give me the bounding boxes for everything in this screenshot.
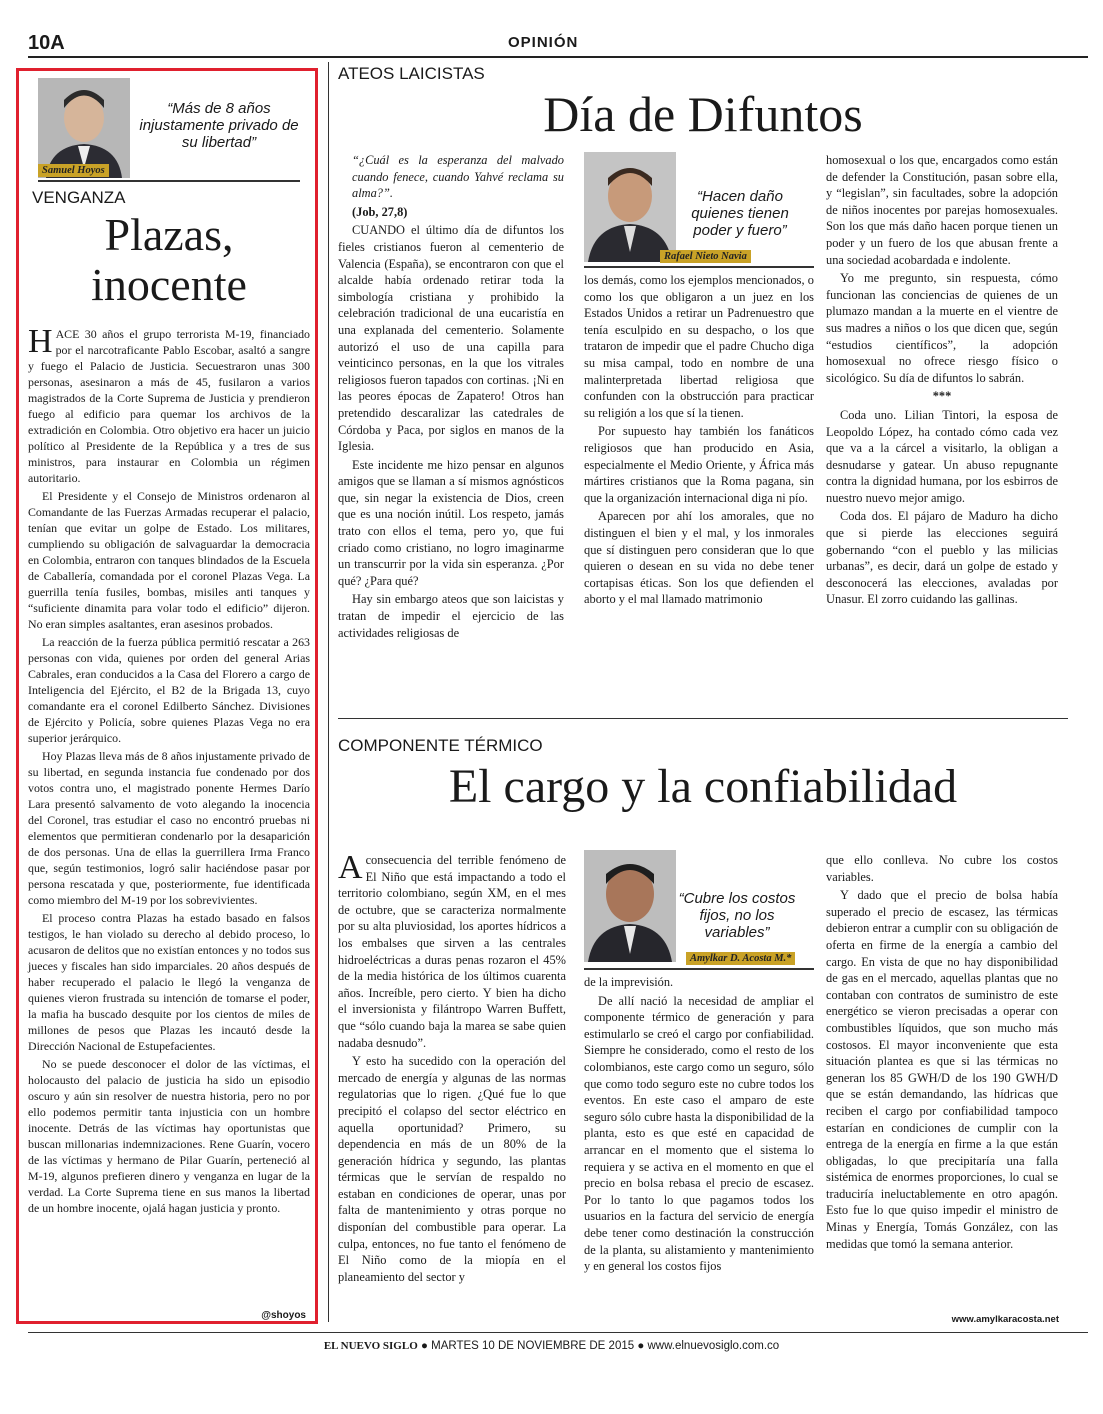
issue-date: MARTES 10 DE NOVIEMBRE DE 2015 bbox=[431, 1340, 635, 1352]
article-body bbox=[28, 323, 310, 1218]
article2-headline: Día de Difuntos bbox=[543, 86, 863, 142]
paragraph: Yo me pregunto, sin respuesta, cómo funcionan las conciencias de quienes de un plumazo mandan a la muerte en el vientre de sus madres a niños o los que dicen que, según “estudios científicos”, la adopción homosexual no ofrece riesgo físico o sicológico. Su día de difuntos lo sabrán. bbox=[826, 271, 1058, 385]
drop-cap: A bbox=[338, 849, 363, 886]
article3-col-a bbox=[338, 849, 566, 1287]
quote-divider bbox=[584, 968, 814, 970]
portrait-icon bbox=[584, 850, 676, 962]
article3-kicker: COMPONENTE TÉRMICO bbox=[338, 736, 543, 755]
paragraph: Hay sin embargo ateos que son laicistas y tratan de impedir el ejercicio de las actividades religiosas de bbox=[338, 592, 564, 640]
twitter-handle: @shoyos bbox=[261, 1310, 306, 1321]
page-footer bbox=[0, 1340, 1103, 1352]
author-photo bbox=[38, 78, 130, 178]
paragraph: los demás, como los ejemplos mencionados, o como los que obligaron a un juez en los Estados Unidos a retirar un Padrenuestro que tenía esculpido en su despacho, o los que trataron de impedir que el padre Chucho diga su misa campal, todo en nombre de una malinterpretada libertad religiosa que confunden con la obstrucción para practicar su religión a los que sí la tienen. bbox=[584, 273, 814, 420]
separator: *** bbox=[932, 389, 952, 404]
page-header bbox=[28, 30, 1088, 58]
paragraph: No se puede desconocer el dolor de las víctimas, el holocausto del palacio de justicia ha sido un episodio oscuro y aún sin resolver de nuestra historia, pero no por ello podemos permitir tanta injusticia con un hombre inocente. Detrás de las víctimas hay oportunistas que buscan millonarias indemnizaciones. Rene Guarín, vocero de las víctimas y hermano de Pilar Guarín, perteneció al M-19, algunos prefieren dinero y venganza en lugar de la verdad. La Corte Suprema tiene en sus manos la libertad de un hombre inocente, ojalá hagan justicia y pronto. bbox=[28, 1057, 310, 1215]
paragraph: que ello conlleva. No cubre los costos variables. bbox=[826, 853, 1058, 884]
article2-author-name: Rafael Nieto Navia bbox=[660, 250, 751, 263]
website-link[interactable]: www.elnuevosiglo.com.co bbox=[647, 1340, 780, 1352]
article3-headline: El cargo y la confiabilidad bbox=[448, 760, 958, 813]
column-divider bbox=[328, 62, 329, 1322]
paragraph: De allí nació la necesidad de ampliar el componente térmico de generación y para estimularlo se creó el cargo por confiabilidad. Siempre he considerado, como el resto de los colombianos, este cargo como un seguro, sólo que como todo seguro este no cubre todos los eventos. En este caso el amparo de este seguro sólo cubre hasta la disponibilidad de la planta, esto es que esté en capacidad de arrancar en el momento que el sistema lo requiera y se activa en el momento en que el precio en bolsa rebasa el precio de escasez. Por lo tanto lo que pagamos todos los usuarios en la factura del servicio de energía debe tener como destinación la construcción de la planta, su alistamiento y mantenimiento y en general los costos fijos bbox=[584, 993, 814, 1274]
quote-divider bbox=[584, 266, 814, 268]
article2-col-c bbox=[826, 152, 1058, 610]
first-paragraph: Aconsecuencia del terrible fenómeno de El Niño que está impactando a todo el territorio colombiano, según XM, en el mes de octubre, que se caracteriza normalmente por su alta pluviosidad, los aportes hídricos a los embalses que sirven a las centrales hidroeléctricas a duras penas rozaron el 45% de la media histórica de los últimos cuarenta años. Increíble, pero cierto. Y bien ha dicho el inversionista y filántropo Warren Buffett, que “sólo cuando baja la marea se sabe quien nadaba desnudo”. bbox=[338, 849, 566, 1050]
page-number: 10A bbox=[28, 32, 65, 54]
paragraph: Aparecen por ahí los amorales, que no distinguen el bien y el mal, y los inmorales que sí distinguen pero consideran que lo que quieren o desean en su vida no debe tener cortapisas éticas. Son los que defienden el aborto y el mal llamado matrimonio bbox=[584, 509, 814, 607]
section-title: OPINIÓN bbox=[508, 34, 579, 51]
bullet-icon: ● bbox=[420, 1340, 432, 1352]
article3-col-b bbox=[584, 974, 814, 1277]
paragraph: CUANDO el último día de difuntos los fieles cristianos fueron al cementerio de Valencia (España), se encontraron con que el alcalde había ordenado retirar toda la simbología cristiana y prohibido la celebración tradicional de una eucaristía en una explanada del cementerio. Solamente autorizó el uso de una capilla para veinticinco personas, en la que los vitrales religiosos fueron tapados con cortinas. ¡Ni en las peores épocas de Zapatero! Otros han pretendido descaralizar las catedrales de Córdoba y Paca, por siglos en manos de la Iglesia. bbox=[338, 223, 564, 454]
pull-quote: “Más de 8 años injustamente privado de su libertad” bbox=[139, 100, 299, 151]
epigraph: “¿Cuál es la esperanza del malvado cuando fenece, cuando Yahvé reclama su alma?”. bbox=[352, 153, 564, 201]
newspaper-name: EL NUEVO SIGLO bbox=[323, 1340, 418, 1352]
paragraph: El proceso contra Plazas ha estado basado en falsos testigos, le han violado su derecho al debido proceso, lo acusaron de delitos que no existían entonces y no todos sus jueces y fiscales han sido imparciales. 20 años después de haber recuperado el palacio le llegó la venganza de quienes vieron frustrada su intención de tomarse el poder, la mafia ha buscado desquite por los cientos de miles de millones de pesos que Plazas les incautó desde la Dirección Nacional de Estupefacientes. bbox=[28, 911, 310, 1053]
article3-pull-quote: “Cubre los costos fijos, no los variables” bbox=[678, 890, 796, 941]
paragraph: homosexual o los que, encargados como están de defender la Constitución, pasan sobre ella, y “legislan”, sin facultades, sobre la adopción de niños inocentes por parejas homosexuales. Son los que más daño hacen porque tienen un poder y un fuero de los que abusan frente a una sociedad acobardada e indolente. bbox=[826, 153, 1058, 267]
paragraph: Este incidente me hizo pensar en algunos amigos que se llaman a sí mismos agnósticos que, sin negar la existencia de Dios, creen que es una noción inútil. Los respeto, jamás trato con ellos el tema, pero yo, que fui criado como cristiano, no logro imaginarme un transcurrir por la vida sin esperanza. ¿Por qué? ¿Para qué? bbox=[338, 457, 564, 588]
paragraph: La reacción de la fuerza pública permitió rescatar a 263 personas con vida, quienes por orden del general Arias Cabrales, eran conducidos a la Casa del Florero a cargo de Inteligencia del Ejército, el B2 de la Brigada 13, cuyo comandante era el coronel Edilberto Sánchez. Divisiones de Ejército y Policía, sobre quienes Plazas Vega no era superior jerárquico. bbox=[28, 635, 310, 745]
article2-col-b bbox=[584, 272, 814, 610]
author-website: www.amylkaracosta.net bbox=[951, 1314, 1059, 1325]
paragraph: Coda dos. El pájaro de Maduro ha dicho que si pierde las elecciones seguirá gobernando “con el pueblo y las milicias urbanas”, es decir, dará un golpe de estado y desconocerá las elecciones, avaladas por Unasur. El zorro cuidando las gallinas. bbox=[826, 509, 1058, 607]
article3-author-name: Amylkar D. Acosta M.* bbox=[686, 952, 795, 965]
bullet-icon: ● bbox=[637, 1340, 648, 1352]
article3-col-c bbox=[826, 852, 1058, 1254]
headline bbox=[28, 210, 310, 310]
quote-divider bbox=[38, 180, 300, 182]
portrait-icon bbox=[38, 78, 130, 178]
kicker: VENGANZA bbox=[32, 188, 126, 207]
footer-rule bbox=[28, 1332, 1088, 1333]
paragraph: de la imprevisión. bbox=[584, 975, 674, 989]
paragraph: Y esto ha sucedido con la operación del mercado de energía y algunas de las normas regulatorias que lo rigen. ¿Qué fue lo que precipitó el colapso del sector eléctrico en aquella oportunidad? Primero, su dependencia en más de un 80% de la generación hídrica y segundo, las plantas térmicas que le servían de respaldo no estaban en condiciones de operar, unas por falta de mantenimiento y otras porque no disponían del combustible para operar. La culpa, entonces, no fue tanto el fenómeno de El Niño como de la miopía en el planeamiento del sector y bbox=[338, 1054, 566, 1284]
article2-author-photo bbox=[584, 152, 676, 262]
article2-pull-quote: “Hacen daño quienes tienen poder y fuero” bbox=[691, 188, 789, 239]
article2-col-a bbox=[338, 152, 564, 643]
headline-line-2: inocente bbox=[91, 259, 247, 310]
paragraph: El Presidente y el Consejo de Ministros ordenaron al Comandante de las Fuerzas Armadas recuperar el palacio, tenían que evitar un golpe de Estado. Los militares, cumpliendo su obligación de salvaguardar la democracia en Colombia, entraron con tanques blindados de la Escuela de Caballería, comandada por el coronel Plazas Vega. La guerrilla tenía fusiles, bombas, misiles anti tanques y “suficiente dinamita para volar todo el edificio” dijeron. No eran simples asaltantes, eran asesinos probados. bbox=[28, 489, 310, 631]
article3-author-photo bbox=[584, 850, 676, 962]
headline-line-1: Plazas, bbox=[104, 209, 234, 260]
article2-kicker: ATEOS LAICISTAS bbox=[338, 64, 485, 83]
section-divider bbox=[338, 718, 1068, 719]
column-plazas bbox=[28, 74, 310, 1324]
epigraph-ref: (Job, 27,8) bbox=[352, 204, 408, 219]
paragraph: Por supuesto hay también los fanáticos religiosos que han producido en Asia, especialmente el Medio Oriente, y África más mártires cristianos que la Roma pagana, sin que la organización internacional diga ni pío. bbox=[584, 424, 814, 505]
portrait-icon bbox=[584, 152, 676, 262]
drop-cap: H bbox=[28, 323, 53, 360]
paragraph: Coda uno. Lilian Tintori, la esposa de Leopoldo López, ha contado cómo cada vez que va a la cárcel a visitarlo, la obligan a desnudarse y gatear. Un abuso repugnante contra la dignidad humana, por los esbirros de nuestro nuevo mejor amigo. bbox=[826, 407, 1058, 505]
paragraph: Y dado que el precio de bolsa había superado el precio de escasez, las térmicas debieron entrar a cumplir con su obligación de oferta en firme de la energía a cambio del cargo. En vista de que no hay disponibilidad de gas en el mercado, aquellas plantas que no contaban con contratos de suministro de este energético se vieron precisadas a operar con combustibles líquidos, que son mucho más costosos. El mayor inconveniente que esta situación plantea es que si las térmicas no generan los 85 GWH/D de los 190 GWH/D que se están demandando, las hídricas que reciben el cargo por confiabilidad tampoco estarían en condiciones de cumplir con la entrega de la energía en firme a la que están obligadas, lo que precipitaría una falla sistémica de enormes proporciones, lo cual se traduciría ineluctablemente en otro apagón. Esto fue lo que quiso impedir el ministro de Minas y Energía, Tomás González, con las medidas que tomó la semana anterior. bbox=[826, 888, 1058, 1251]
paragraph: Hoy Plazas lleva más de 8 años injustamente privado de su libertad, en segunda instancia fue condenado por dos votos contra uno, el magistrado ponente Hermes Darío Lara presentó salvamento de voto alegando la inocencia del Coronel, tras estudiar el caso no encontró pruebas ni elementos que permitieran condenarlo por la desaparición de dos personas. Una de ellas la guerrillera Irma Franco que, según testimonios, logró salir haciéndose pasar por persona rescatada y que, posteriormente, fue identificada como miembro del M-19 por los sobrevivientes. bbox=[28, 749, 310, 907]
first-paragraph: HACE 30 años el grupo terrorista M-19, financiado por el narcotraficante Pablo Escobar, asaltó a sangre y fuego el Palacio de Justicia. Secuestraron unas 300 personas, asesinaron a más de 45, fusilaron a varios magistrados de la Corte Suprema de Justicia y prendieron fuego al edificio para quemar los archivos de la extradición en Colombia. Otro objetivo era hacer un juicio político al Presidente de la República y a tres de sus ministros, para instaurar en Colombia un régimen autoritario. bbox=[28, 323, 310, 485]
author-name: Samuel Hoyos bbox=[38, 164, 109, 177]
